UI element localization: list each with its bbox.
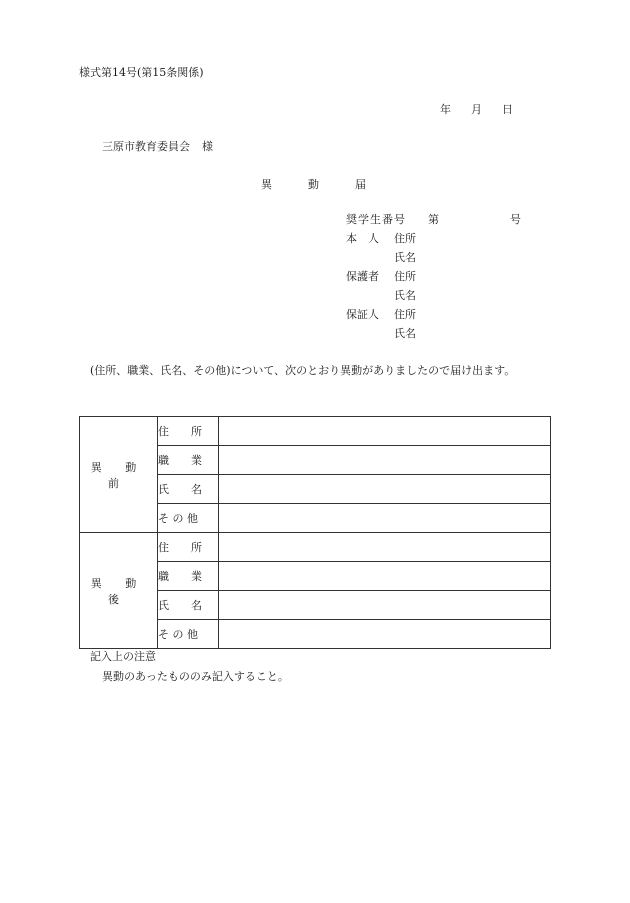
- before-address-field[interactable]: [219, 417, 551, 446]
- date-line: [440, 104, 513, 115]
- guarantor-name-row: [346, 328, 416, 339]
- after-name-field[interactable]: [219, 591, 551, 620]
- guardian-address-row: [346, 271, 416, 282]
- after-address-label: 住 所: [158, 533, 219, 562]
- notes-body: 異動のあったもののみ記入すること。: [102, 670, 289, 683]
- before-job-field[interactable]: [219, 446, 551, 475]
- title-char-2: 動: [308, 178, 319, 191]
- guarantor-name-label: 氏名: [394, 327, 416, 340]
- scholarship-number-label: 奨学生番号: [346, 213, 406, 226]
- addressee-name: 三原市教育委員会: [102, 140, 190, 153]
- guardian-address-label: 住所: [394, 270, 416, 283]
- before-job-label: 職 業: [158, 446, 219, 475]
- before-other-label: そ の 他: [158, 504, 219, 533]
- principal-address-label: 住所: [394, 232, 416, 245]
- addressee-honorific: 様: [202, 140, 213, 153]
- guarantor-address-label: 住所: [394, 308, 416, 321]
- table-row: [80, 533, 551, 562]
- scholarship-number-prefix: 第: [428, 213, 439, 226]
- after-address-field[interactable]: [219, 533, 551, 562]
- after-group-label: 異 動 後: [80, 533, 158, 649]
- after-other-label: そ の 他: [158, 620, 219, 649]
- principal-address-row: [346, 233, 416, 244]
- change-table: [79, 416, 551, 649]
- principal-name-label: 氏名: [394, 251, 416, 264]
- after-job-field[interactable]: [219, 562, 551, 591]
- after-job-label: 職 業: [158, 562, 219, 591]
- notice-text: (住所、職業、氏名、その他)について、次のとおり異動がありましたので届け出ます。: [90, 364, 516, 377]
- guardian-name-label: 氏名: [394, 289, 416, 302]
- guarantor-address-row: [346, 309, 416, 320]
- before-group-label: 異 動 前: [80, 417, 158, 533]
- scholarship-number-row: [346, 214, 521, 225]
- document-title: [261, 179, 366, 190]
- form-number: 様式第14号(第15条関係): [79, 66, 204, 79]
- before-address-label: 住 所: [158, 417, 219, 446]
- scholarship-number-suffix: 号: [510, 213, 521, 226]
- guardian-label: 保護者: [346, 270, 379, 283]
- before-name-label: 氏 名: [158, 475, 219, 504]
- title-char-3: 届: [355, 178, 366, 191]
- after-name-label: 氏 名: [158, 591, 219, 620]
- guardian-name-row: [346, 290, 416, 301]
- principal-name-row: [346, 252, 416, 263]
- date-year: 年: [440, 103, 451, 116]
- after-other-field[interactable]: [219, 620, 551, 649]
- addressee: [102, 141, 213, 152]
- notes-title: 記入上の注意: [90, 650, 156, 663]
- table-row: [80, 417, 551, 446]
- guarantor-label: 保証人: [346, 308, 379, 321]
- title-char-1: 異: [261, 178, 272, 191]
- before-other-field[interactable]: [219, 504, 551, 533]
- before-name-field[interactable]: [219, 475, 551, 504]
- principal-label: 本 人: [346, 232, 379, 245]
- date-day: 日: [502, 103, 513, 116]
- date-month: 月: [471, 103, 482, 116]
